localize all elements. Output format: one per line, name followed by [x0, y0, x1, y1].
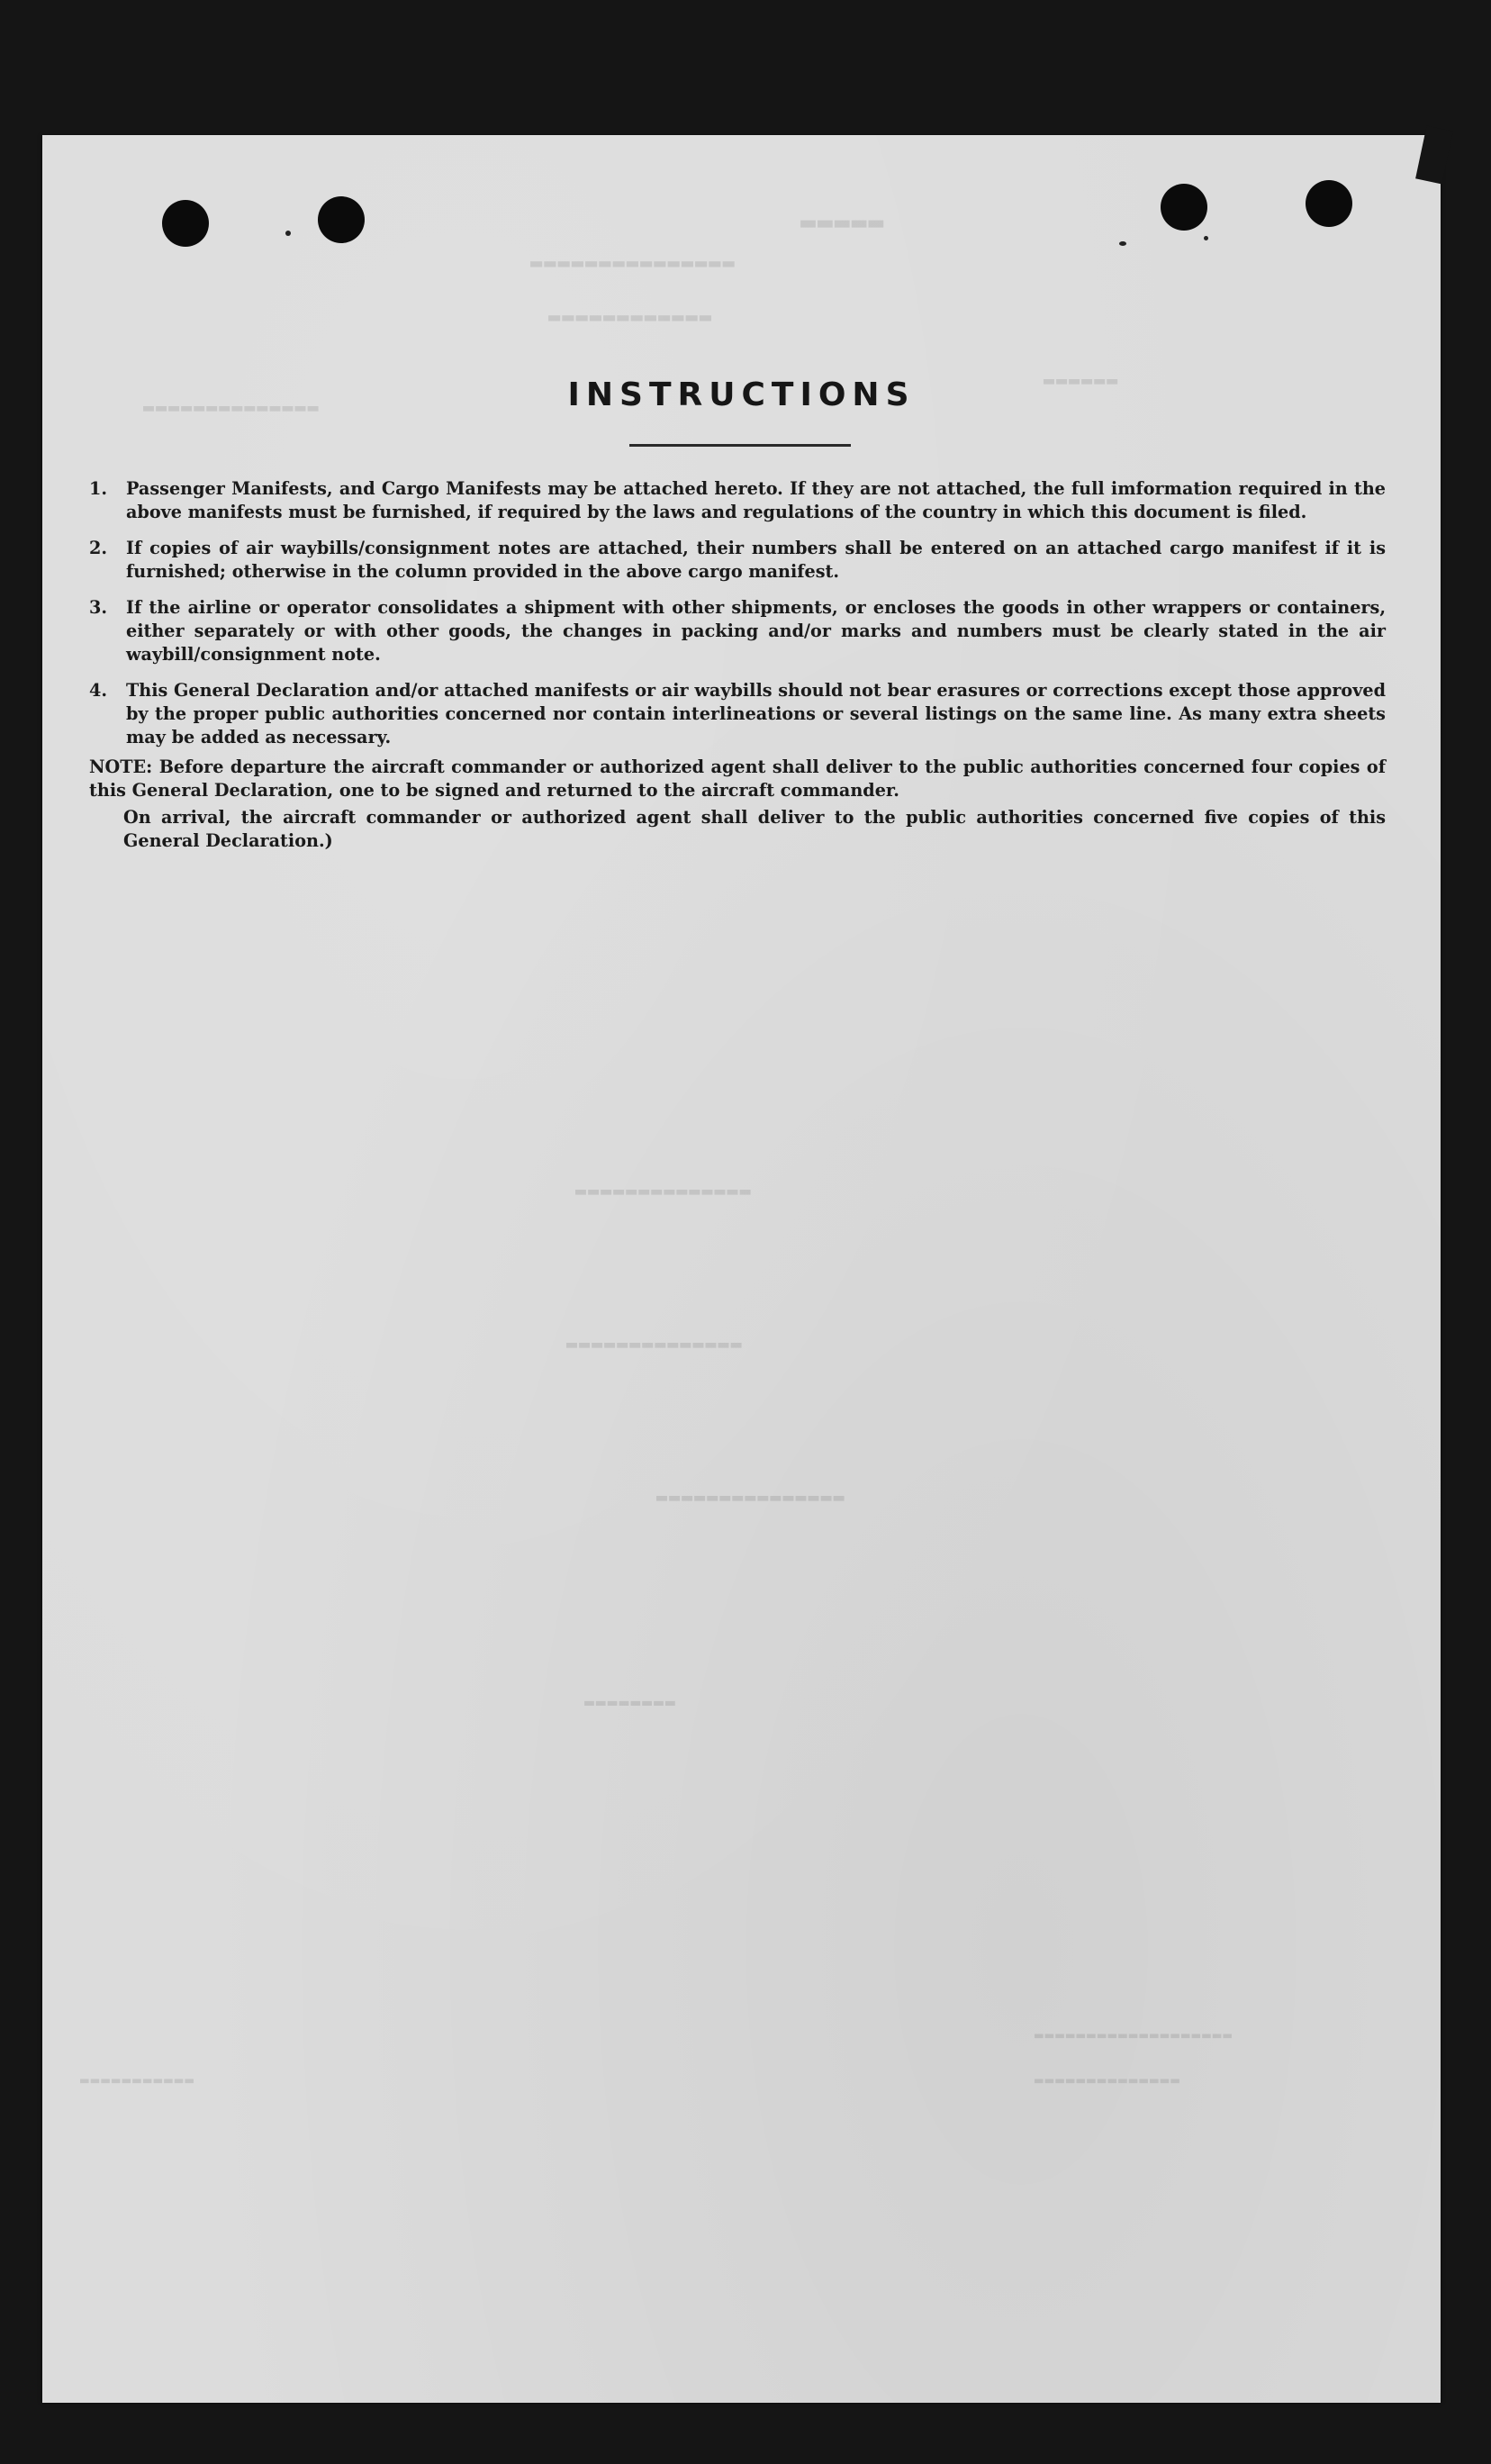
bleed-through-texture: ▬▬▬▬▬▬▬▬▬▬▬▬▬▬	[1033, 2071, 1179, 2088]
bleed-through-texture: ▬▬▬▬▬▬▬▬▬▬▬▬▬▬▬	[655, 1486, 845, 1508]
bleed-through-texture: ▬▬▬▬▬▬▬▬▬▬▬▬	[547, 306, 711, 329]
bleed-through-texture: ▬▬▬▬▬▬▬▬▬▬▬▬▬▬	[574, 1180, 751, 1201]
instruction-text: If copies of air waybills/consignment notes are attached, their numbers shall be entered on an attached cargo manifest if it is furnished; otherwise in the column provided in the above cargo manifest.	[126, 538, 1386, 582]
instruction-number: 1.	[89, 478, 108, 499]
note-block	[89, 756, 1386, 853]
bleed-through-texture: ▬▬▬▬▬▬▬▬▬▬▬▬▬▬	[565, 1333, 742, 1354]
bleed-through-texture: ▬▬▬▬▬▬▬▬▬▬▬▬▬▬▬	[529, 252, 735, 275]
ink-speck	[1119, 241, 1126, 246]
note-arrival: On arrival, the aircraft commander or authorized agent shall deliver to the public authorities concerned five copies of this General Declaration.)	[123, 807, 1386, 851]
bleed-through-texture: ▬▬▬▬▬▬	[1042, 369, 1118, 391]
ink-speck	[285, 231, 291, 236]
instructions-list	[89, 477, 1386, 762]
note-departure: NOTE: Before departure the aircraft commander or authorized agent shall deliver to the public authorities concerned four copies of this General Declaration, one to be signed and returned to the aircraft commander.	[89, 756, 1386, 801]
instruction-text: If the airline or operator consolidates a shipment with other shipments, or encloses the goods in other wrappers or containers, either separately or with other goods, the changes in packing and/or marks and numbers must be clearly stated in the air waybill/consignment note.	[126, 597, 1386, 665]
instruction-item	[89, 679, 1386, 749]
bleed-through-texture: ▬▬▬▬▬	[799, 207, 884, 237]
instruction-number: 2.	[89, 538, 108, 558]
punch-hole-icon	[318, 196, 365, 243]
bleed-through-texture: ▬▬▬▬▬▬▬▬▬▬▬	[78, 2071, 194, 2088]
document-page	[42, 135, 1441, 2403]
title-underline	[629, 444, 851, 447]
bleed-through-texture: ▬▬▬▬▬▬▬▬	[583, 1693, 675, 1712]
instruction-item	[89, 596, 1386, 666]
instruction-item	[89, 537, 1386, 584]
ink-speck	[1204, 236, 1208, 240]
punch-hole-icon	[162, 200, 209, 247]
instruction-item	[89, 477, 1386, 524]
bleed-through-texture: ▬▬▬▬▬▬▬▬▬▬▬▬▬▬	[141, 396, 319, 418]
instruction-text: This General Declaration and/or attached manifests or air waybills should not bear erasures or corrections except those approved by the proper public authorities concerned nor contain interlineations or several listings on the same line. As many extra sheets may be added as necessary.	[126, 680, 1386, 747]
instruction-number: 3.	[89, 597, 108, 618]
instruction-text: Passenger Manifests, and Cargo Manifests may be attached hereto. If they are not attached, the full imformation required in the above manifests must be furnished, if required by the laws and regulations of the country in which this document is filed.	[126, 478, 1386, 522]
punch-hole-icon	[1306, 180, 1352, 227]
instruction-number: 4.	[89, 680, 108, 701]
punch-hole-icon	[1161, 184, 1207, 231]
bleed-through-texture: ▬▬▬▬▬▬▬▬▬▬▬▬▬▬▬▬▬▬▬	[1033, 2026, 1233, 2043]
page-title: INSTRUCTIONS	[567, 376, 916, 413]
